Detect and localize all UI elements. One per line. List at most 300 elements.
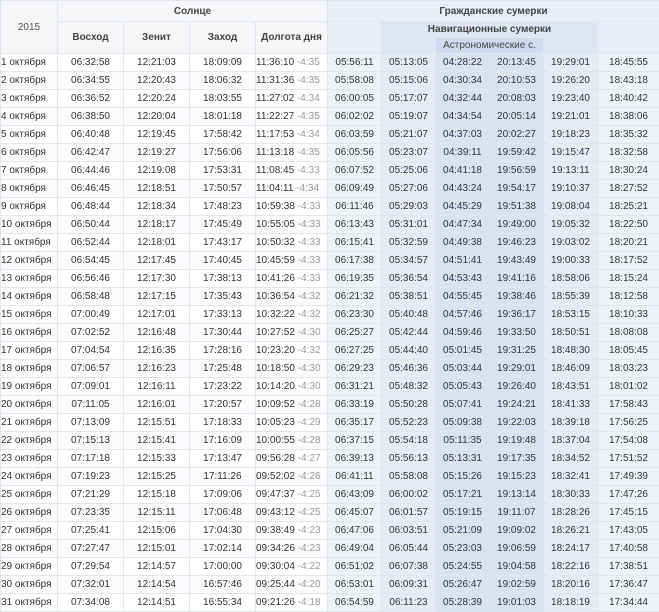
nautical-dusk-cell: 18:39:18: [544, 414, 598, 432]
nautical-dusk-cell: 19:23:40: [544, 90, 598, 108]
table-row: [1, 342, 659, 360]
year-header: 2015: [1, 1, 58, 54]
nautical-dusk-cell: 18:28:26: [544, 504, 598, 522]
civil-dawn-cell: 06:07:52: [328, 162, 382, 180]
date-cell: 22 октября: [1, 432, 58, 450]
sunrise-cell: 06:54:45: [58, 252, 124, 270]
daylength-cell: [256, 576, 328, 594]
nautical-dawn-cell: 05:32:59: [382, 234, 436, 252]
zenith-cell: 12:14:51: [124, 594, 190, 612]
table-row: [1, 576, 659, 594]
daylength-delta: -4:23: [298, 525, 321, 536]
daylength-cell: [256, 162, 328, 180]
civil-dawn-cell: 06:43:09: [328, 486, 382, 504]
daylength-value: 11:22:27: [256, 111, 294, 122]
daylength-cell: [256, 144, 328, 162]
nautical-dusk-cell: 18:50:51: [544, 324, 598, 342]
daylength-delta: -4:22: [298, 561, 321, 572]
astro-dusk-cell: 19:36:17: [490, 306, 544, 324]
astro-dusk-cell: 19:46:23: [490, 234, 544, 252]
daylength-value: 10:41:26: [256, 273, 295, 284]
daylength-cell: [256, 234, 328, 252]
zenith-cell: 12:20:43: [124, 72, 190, 90]
nautical-dusk-cell: 18:20:16: [544, 576, 598, 594]
sunrise-cell: 07:02:52: [58, 324, 124, 342]
zenith-cell: 12:15:33: [124, 450, 190, 468]
date-cell: 11 октября: [1, 234, 58, 252]
daylength-value: 11:04:11: [256, 183, 293, 194]
date-cell: 24 октября: [1, 468, 58, 486]
civil-dusk-cell: 18:08:08: [598, 324, 659, 342]
astro-dawn-cell: 04:53:43: [436, 270, 490, 288]
daylength-value: 10:27:52: [256, 327, 295, 338]
astro-dawn-cell: 05:09:38: [436, 414, 490, 432]
astro-dusk-cell: 19:26:40: [490, 378, 544, 396]
nautical-dusk-cell: 19:26:20: [544, 72, 598, 90]
daylength-value: 10:36:54: [256, 291, 295, 302]
daylength-value: 09:56:28: [256, 453, 295, 464]
astro-dawn-cell: 04:59:46: [436, 324, 490, 342]
civil-dusk-cell: 17:45:15: [598, 504, 659, 522]
civil-dawn-cell: 06:25:27: [328, 324, 382, 342]
nautical-dawn-cell: 05:31:01: [382, 216, 436, 234]
daylength-delta: -4:33: [298, 201, 321, 212]
daylength-cell: [256, 504, 328, 522]
sunset-cell: 17:45:49: [190, 216, 256, 234]
sunrise-cell: 07:23:35: [58, 504, 124, 522]
sunrise-cell: 06:40:48: [58, 126, 124, 144]
nautical-dusk-cell: 19:13:11: [544, 162, 598, 180]
sunrise-cell: 06:44:46: [58, 162, 124, 180]
daylength-value: 09:25:44: [256, 579, 295, 590]
civil-spacer-left: [328, 22, 382, 54]
nautical-dusk-cell: 19:21:01: [544, 108, 598, 126]
zenith-cell: 12:16:11: [124, 378, 190, 396]
daylength-value: 11:08:45: [256, 165, 294, 176]
daylength-cell: [256, 108, 328, 126]
daylength-cell: [256, 126, 328, 144]
date-cell: 4 октября: [1, 108, 58, 126]
nautical-dawn-cell: 05:29:03: [382, 198, 436, 216]
astro-dusk-cell: 19:02:59: [490, 576, 544, 594]
daylength-delta: -4:27: [298, 453, 321, 464]
nautical-dusk-cell: 18:46:09: [544, 360, 598, 378]
date-cell: 13 октября: [1, 270, 58, 288]
sunset-cell: 17:30:44: [190, 324, 256, 342]
daylength-cell: [256, 540, 328, 558]
daylength-delta: -4:33: [298, 237, 321, 248]
astro-dusk-cell: 20:08:03: [490, 90, 544, 108]
nautical-dusk-cell: 19:08:04: [544, 198, 598, 216]
civil-dawn-cell: 06:47:06: [328, 522, 382, 540]
civil-dusk-cell: 17:34:44: [598, 594, 659, 612]
nautical-dawn-cell: 05:13:05: [382, 54, 436, 72]
sunset-cell: 17:04:30: [190, 522, 256, 540]
civil-dusk-cell: 18:22:50: [598, 216, 659, 234]
nautical-dawn-cell: 05:17:07: [382, 90, 436, 108]
table-row: [1, 180, 659, 198]
civil-dusk-cell: 18:45:55: [598, 54, 659, 72]
astro-dusk-cell: 19:38:46: [490, 288, 544, 306]
civil-dusk-cell: 17:40:58: [598, 540, 659, 558]
table-body: [1, 54, 659, 612]
table-row: [1, 522, 659, 540]
nautical-dawn-cell: 05:58:08: [382, 468, 436, 486]
nautical-dusk-cell: 19:29:01: [544, 54, 598, 72]
date-cell: 10 октября: [1, 216, 58, 234]
daylength-delta: -4:23: [298, 543, 321, 554]
sunset-cell: 18:01:18: [190, 108, 256, 126]
astro-dusk-cell: 19:17:35: [490, 450, 544, 468]
civil-dusk-cell: 18:43:18: [598, 72, 659, 90]
astro-twilight-header: Астрономические с.: [436, 38, 544, 54]
sunset-cell: 17:58:42: [190, 126, 256, 144]
date-cell: 26 октября: [1, 504, 58, 522]
civil-dawn-cell: 06:19:35: [328, 270, 382, 288]
astro-dawn-cell: 05:15:26: [436, 468, 490, 486]
astro-dawn-cell: 05:03:44: [436, 360, 490, 378]
date-cell: 6 октября: [1, 144, 58, 162]
civil-dawn-cell: 06:00:05: [328, 90, 382, 108]
nautical-dusk-cell: 18:53:15: [544, 306, 598, 324]
civil-dusk-cell: 18:20:21: [598, 234, 659, 252]
daylength-value: 10:32:22: [256, 309, 295, 320]
sunset-cell: 17:02:14: [190, 540, 256, 558]
astro-dusk-cell: 19:29:01: [490, 360, 544, 378]
sunset-cell: 17:56:06: [190, 144, 256, 162]
civil-dusk-cell: 18:05:45: [598, 342, 659, 360]
astro-dawn-cell: 05:07:41: [436, 396, 490, 414]
daylength-delta: -4:35: [297, 75, 320, 86]
daylength-delta: -4:32: [298, 345, 321, 356]
sunrise-cell: 07:32:01: [58, 576, 124, 594]
civil-dusk-cell: 17:49:39: [598, 468, 659, 486]
daylength-value: 10:50:32: [256, 237, 295, 248]
astro-dusk-cell: 19:01:03: [490, 594, 544, 612]
zenith-cell: 12:15:06: [124, 522, 190, 540]
table-row: [1, 558, 659, 576]
daylength-delta: -4:25: [298, 507, 321, 518]
civil-dusk-cell: 17:36:47: [598, 576, 659, 594]
sunset-cell: 17:16:09: [190, 432, 256, 450]
nautical-dusk-cell: 18:58:06: [544, 270, 598, 288]
astro-dawn-cell: 04:51:41: [436, 252, 490, 270]
daylength-cell: [256, 198, 328, 216]
nautical-dawn-cell: 05:42:44: [382, 324, 436, 342]
nautical-dawn-cell: 05:44:40: [382, 342, 436, 360]
daylength-cell: [256, 378, 328, 396]
daylength-cell: [256, 324, 328, 342]
astro-dusk-cell: 19:31:25: [490, 342, 544, 360]
zenith-cell: 12:20:04: [124, 108, 190, 126]
civil-dusk-cell: 18:17:52: [598, 252, 659, 270]
astro-dawn-cell: 05:19:15: [436, 504, 490, 522]
astro-dusk-cell: 19:54:17: [490, 180, 544, 198]
civil-dusk-cell: 18:12:58: [598, 288, 659, 306]
daylength-cell: [256, 252, 328, 270]
date-cell: 28 октября: [1, 540, 58, 558]
table-row: [1, 216, 659, 234]
date-cell: 5 октября: [1, 126, 58, 144]
table-row: [1, 360, 659, 378]
date-cell: 15 октября: [1, 306, 58, 324]
astro-dusk-cell: 20:02:27: [490, 126, 544, 144]
nautical-dusk-cell: 19:05:32: [544, 216, 598, 234]
astro-dawn-cell: 04:57:46: [436, 306, 490, 324]
date-cell: 2 октября: [1, 72, 58, 90]
table-row: [1, 540, 659, 558]
nautical-dusk-cell: 19:00:33: [544, 252, 598, 270]
sunrise-cell: 07:34:08: [58, 594, 124, 612]
sunset-cell: 17:35:43: [190, 288, 256, 306]
sunset-cell: 17:33:13: [190, 306, 256, 324]
daylength-delta: -4:35: [297, 111, 320, 122]
civil-dawn-cell: 06:39:13: [328, 450, 382, 468]
astro-dusk-cell: 20:13:45: [490, 54, 544, 72]
nautical-dusk-cell: 18:30:33: [544, 486, 598, 504]
daylength-cell: [256, 288, 328, 306]
daylength-delta: -4:34: [297, 93, 320, 104]
astro-dusk-cell: 19:22:03: [490, 414, 544, 432]
astro-dawn-cell: 04:47:34: [436, 216, 490, 234]
nautical-dawn-cell: 05:48:32: [382, 378, 436, 396]
zenith-cell: 12:18:34: [124, 198, 190, 216]
sunset-cell: 17:50:57: [190, 180, 256, 198]
astro-dawn-cell: 05:24:55: [436, 558, 490, 576]
astro-dawn-cell: 04:41:18: [436, 162, 490, 180]
daylength-delta: -4:30: [298, 363, 321, 374]
sunrise-cell: 06:42:47: [58, 144, 124, 162]
astro-dusk-cell: 19:51:38: [490, 198, 544, 216]
sunrise-cell: 06:48:44: [58, 198, 124, 216]
date-cell: 14 октября: [1, 288, 58, 306]
zenith-cell: 12:15:25: [124, 468, 190, 486]
nautical-dusk-cell: 19:10:37: [544, 180, 598, 198]
date-cell: 3 октября: [1, 90, 58, 108]
daylength-value: 10:45:59: [256, 255, 295, 266]
table-row: [1, 270, 659, 288]
astro-dusk-cell: 19:49:00: [490, 216, 544, 234]
zenith-cell: 12:14:54: [124, 576, 190, 594]
daylength-value: 09:47:37: [256, 489, 295, 500]
civil-dawn-cell: 06:53:01: [328, 576, 382, 594]
astro-dusk-cell: 19:59:42: [490, 144, 544, 162]
civil-dusk-cell: 18:30:24: [598, 162, 659, 180]
astro-dawn-cell: 05:17:21: [436, 486, 490, 504]
sunrise-cell: 07:25:41: [58, 522, 124, 540]
nautical-dawn-cell: 05:50:28: [382, 396, 436, 414]
civil-dawn-cell: 06:15:41: [328, 234, 382, 252]
zenith-cell: 12:18:17: [124, 216, 190, 234]
table-row: [1, 90, 659, 108]
sunrise-cell: 06:58:48: [58, 288, 124, 306]
daylength-value: 09:52:02: [256, 471, 295, 482]
zenith-cell: 12:14:57: [124, 558, 190, 576]
nautical-dawn-cell: 05:27:06: [382, 180, 436, 198]
sun-header: Солнце: [58, 1, 328, 22]
sunrise-cell: 07:27:47: [58, 540, 124, 558]
astro-dawn-cell: 04:28:22: [436, 54, 490, 72]
zenith-cell: 12:16:48: [124, 324, 190, 342]
astro-dusk-cell: 19:15:23: [490, 468, 544, 486]
sunset-cell: 17:23:22: [190, 378, 256, 396]
nautical-dawn-cell: 05:40:48: [382, 306, 436, 324]
daylength-cell: [256, 180, 328, 198]
daylength-delta: -4:26: [298, 471, 321, 482]
sunset-cell: 17:48:23: [190, 198, 256, 216]
astro-dawn-cell: 04:45:29: [436, 198, 490, 216]
astro-dusk-cell: 19:09:02: [490, 522, 544, 540]
civil-dawn-cell: 06:21:32: [328, 288, 382, 306]
daylength-value: 11:13:18: [256, 147, 294, 158]
table-row: [1, 126, 659, 144]
astro-dusk-cell: 19:33:50: [490, 324, 544, 342]
astro-dawn-cell: 04:49:38: [436, 234, 490, 252]
daylength-delta: -4:34: [297, 129, 320, 140]
civil-dawn-cell: 06:17:38: [328, 252, 382, 270]
civil-dusk-cell: 18:38:06: [598, 108, 659, 126]
astro-dawn-cell: 05:01:45: [436, 342, 490, 360]
nautical-dusk-cell: 18:26:21: [544, 522, 598, 540]
date-cell: 27 октября: [1, 522, 58, 540]
zenith-cell: 12:15:51: [124, 414, 190, 432]
sunset-cell: 17:20:57: [190, 396, 256, 414]
civil-dusk-cell: 17:54:08: [598, 432, 659, 450]
nautical-dawn-cell: 05:38:51: [382, 288, 436, 306]
nautical-dawn-cell: 06:11:23: [382, 594, 436, 612]
daylength-value: 10:05:23: [256, 417, 295, 428]
nautical-dawn-cell: 05:54:18: [382, 432, 436, 450]
zenith-cell: 12:17:45: [124, 252, 190, 270]
astro-dawn-cell: 04:34:54: [436, 108, 490, 126]
daylength-delta: -4:35: [297, 57, 320, 68]
civil-dusk-cell: 17:58:43: [598, 396, 659, 414]
astro-dusk-cell: 19:19:48: [490, 432, 544, 450]
sunrise-cell: 07:11:05: [58, 396, 124, 414]
date-cell: 23 октября: [1, 450, 58, 468]
civil-dusk-cell: 18:25:21: [598, 198, 659, 216]
zenith-cell: 12:15:01: [124, 540, 190, 558]
table-row: [1, 504, 659, 522]
daylength-value: 10:00:55: [256, 435, 295, 446]
civil-dawn-cell: 06:09:49: [328, 180, 382, 198]
daylength-delta: -4:28: [298, 399, 321, 410]
table-row: [1, 144, 659, 162]
daylength-value: 11:17:53: [256, 129, 294, 140]
astro-dawn-cell: 05:11:35: [436, 432, 490, 450]
civil-dawn-cell: 06:05:56: [328, 144, 382, 162]
daylength-value: 09:38:49: [256, 525, 295, 536]
daylength-value: 11:31:36: [256, 75, 294, 86]
zenith-cell: 12:17:15: [124, 288, 190, 306]
sunrise-cell: 07:29:54: [58, 558, 124, 576]
astro-dawn-cell: 04:43:24: [436, 180, 490, 198]
sunset-cell: 16:57:46: [190, 576, 256, 594]
daylength-value: 09:30:04: [256, 561, 295, 572]
daylength-value: 10:14:20: [256, 381, 295, 392]
civil-dusk-cell: 18:01:02: [598, 378, 659, 396]
sunset-cell: 16:55:34: [190, 594, 256, 612]
date-cell: 8 октября: [1, 180, 58, 198]
table-row: [1, 414, 659, 432]
nautical-dusk-cell: 18:22:16: [544, 558, 598, 576]
daylength-delta: -4:29: [298, 417, 321, 428]
daylength-value: 10:55:05: [256, 219, 295, 230]
daylength-delta: -4:35: [297, 147, 320, 158]
zenith-cell: 12:19:45: [124, 126, 190, 144]
nautical-dawn-cell: 05:52:23: [382, 414, 436, 432]
astro-dawn-cell: 04:32:44: [436, 90, 490, 108]
daylength-delta: -4:33: [298, 273, 321, 284]
date-cell: 17 октября: [1, 342, 58, 360]
daylength-delta: -4:34: [296, 183, 319, 194]
date-cell: 21 октября: [1, 414, 58, 432]
daylength-value: 10:23:20: [256, 345, 295, 356]
sunset-cell: 18:06:32: [190, 72, 256, 90]
astro-dusk-cell: 19:11:07: [490, 504, 544, 522]
sunrise-cell: 07:06:57: [58, 360, 124, 378]
civil-dawn-cell: 06:02:02: [328, 108, 382, 126]
civil-dusk-cell: 18:35:32: [598, 126, 659, 144]
nautical-dusk-cell: 18:41:33: [544, 396, 598, 414]
daylength-value: 09:34:26: [256, 543, 295, 554]
civil-dawn-cell: 06:03:59: [328, 126, 382, 144]
table-row: [1, 432, 659, 450]
table-row: [1, 324, 659, 342]
civil-dusk-cell: 18:03:23: [598, 360, 659, 378]
astro-dawn-cell: 05:28:39: [436, 594, 490, 612]
nautical-dawn-cell: 05:56:13: [382, 450, 436, 468]
date-cell: 20 октября: [1, 396, 58, 414]
nautical-dusk-cell: 18:48:30: [544, 342, 598, 360]
nautical-dusk-cell: 18:24:17: [544, 540, 598, 558]
date-cell: 18 октября: [1, 360, 58, 378]
sunrise-cell: 07:19:23: [58, 468, 124, 486]
sunrise-cell: 06:50:44: [58, 216, 124, 234]
table-row: [1, 162, 659, 180]
zenith-cell: 12:16:01: [124, 396, 190, 414]
nautical-dusk-cell: 19:03:02: [544, 234, 598, 252]
nautical-dawn-cell: 06:00:02: [382, 486, 436, 504]
astro-dusk-cell: 19:41:16: [490, 270, 544, 288]
date-cell: 16 октября: [1, 324, 58, 342]
daylength-cell: [256, 72, 328, 90]
sunset-cell: 17:43:17: [190, 234, 256, 252]
civil-twilight-header: Гражданские сумерки: [328, 1, 659, 22]
daylength-cell: [256, 486, 328, 504]
nautical-dusk-cell: 19:15:47: [544, 144, 598, 162]
astro-dawn-cell: 05:13:31: [436, 450, 490, 468]
daylength-cell: [256, 414, 328, 432]
nautical-spacer-left: [382, 38, 436, 54]
nautical-dawn-cell: 05:19:07: [382, 108, 436, 126]
nautical-twilight-header: Навигационные сумерки: [382, 22, 598, 38]
nautical-dusk-cell: 18:55:39: [544, 288, 598, 306]
nautical-dusk-cell: 18:34:52: [544, 450, 598, 468]
daylength-delta: -4:25: [298, 489, 321, 500]
daylength-cell: [256, 522, 328, 540]
zenith-cell: 12:19:27: [124, 144, 190, 162]
table-row: [1, 378, 659, 396]
table-row: [1, 450, 659, 468]
nautical-dusk-cell: 19:18:23: [544, 126, 598, 144]
table-row: [1, 306, 659, 324]
sunrise-cell: 06:34:55: [58, 72, 124, 90]
daylength-delta: -4:30: [298, 381, 321, 392]
daylength-value: 09:21:26: [256, 597, 295, 608]
table-row: [1, 108, 659, 126]
daylength-delta: -4:18: [298, 597, 321, 608]
